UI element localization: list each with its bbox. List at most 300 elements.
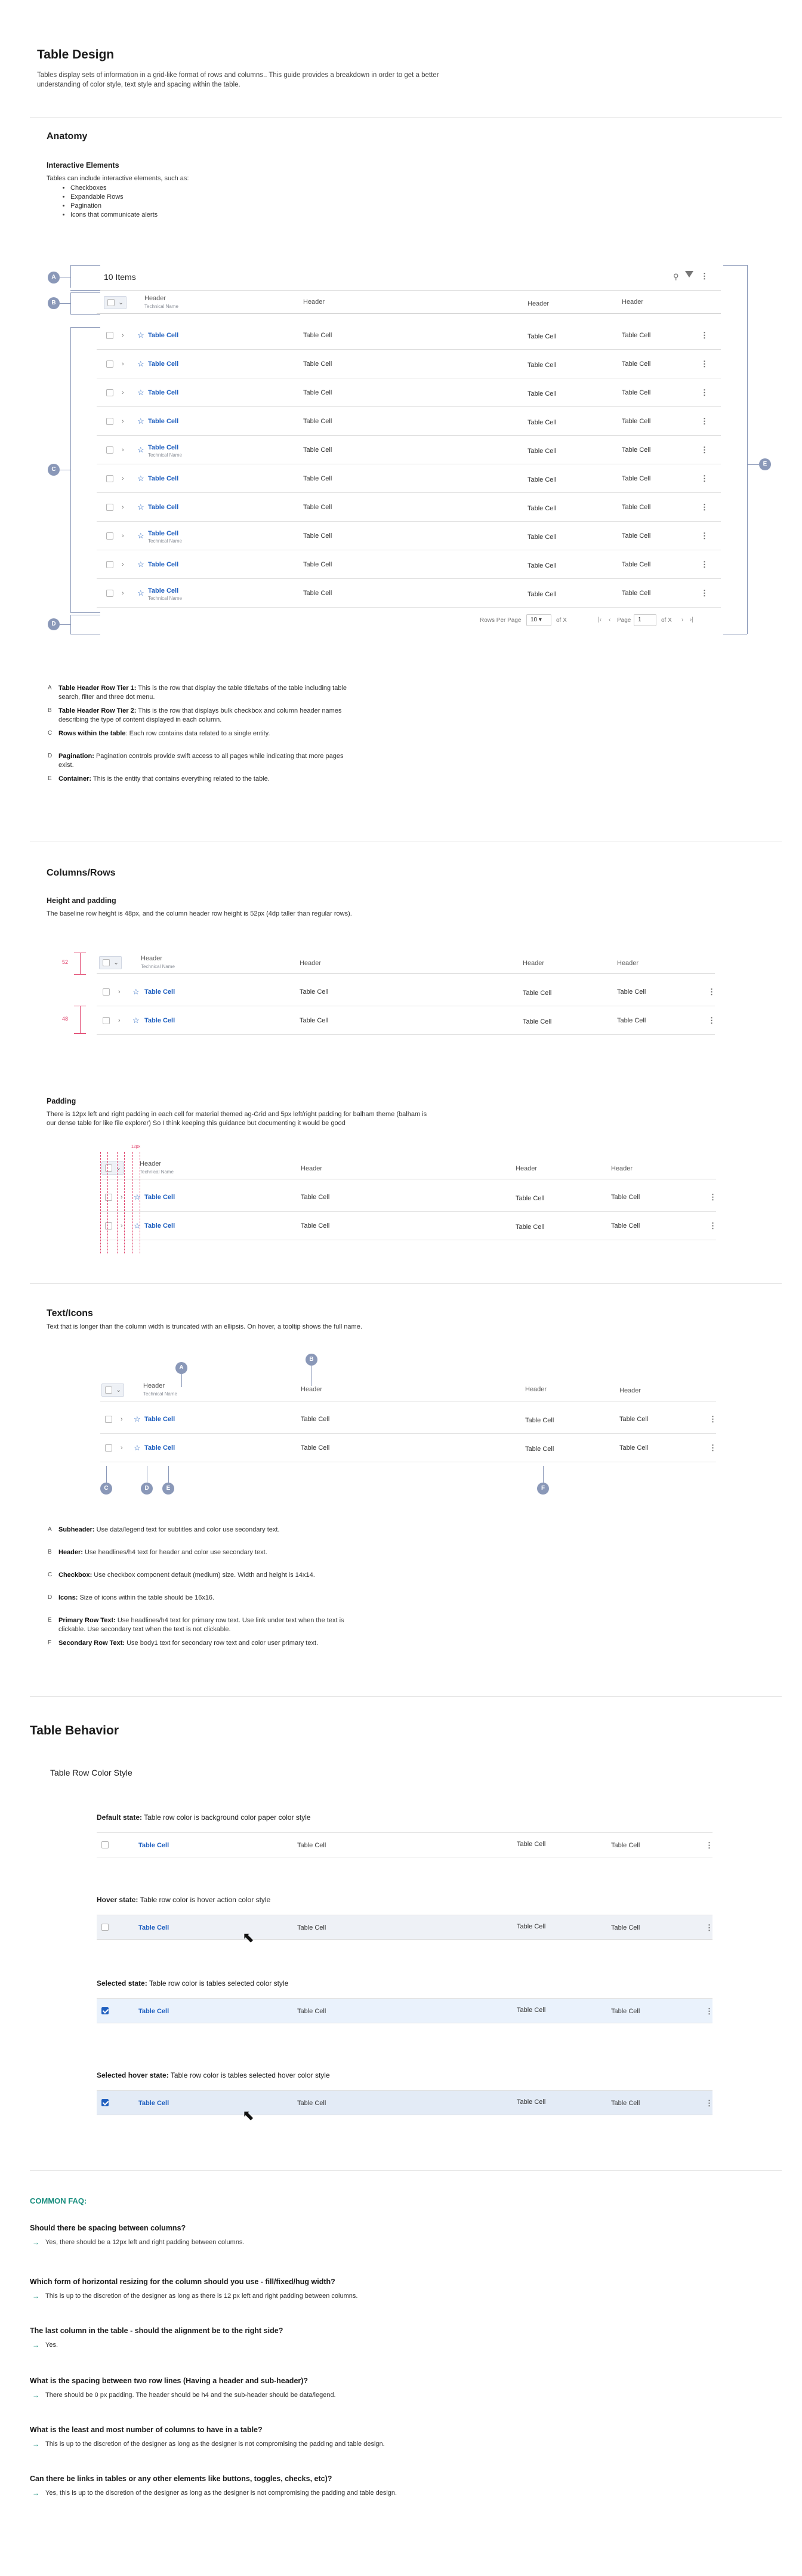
row-checkbox[interactable] [105,1416,112,1423]
primary-cell[interactable]: Table Cell [148,530,179,537]
table-cell: Table Cell [619,1416,649,1423]
star-icon[interactable]: ☆ [137,503,144,511]
page-intro [37,70,574,90]
rows-per-page-label: Rows Per Page [480,617,522,624]
height-example-table [97,953,715,1036]
column-header[interactable]: Header [143,1382,165,1389]
table-cell: Table Cell [528,562,557,569]
column-header[interactable]: Header [516,1165,538,1172]
table-cell: Table Cell [622,561,651,568]
legend-item [58,1571,417,1580]
more-icon[interactable]: ⋮ [701,331,708,340]
row-subtext: Technical Name [148,538,182,544]
arrow-right-icon: → [32,2489,39,2497]
arrow-right-icon: → [32,2238,39,2247]
padding-text [47,1110,584,1128]
table-cell: Table Cell [528,448,557,455]
table-cell: Table Cell [301,1416,330,1423]
primary-cell[interactable]: Table Cell [148,504,179,511]
more-icon[interactable]: ⋮ [701,359,708,368]
star-icon[interactable]: ☆ [132,987,140,996]
star-icon[interactable]: ☆ [137,560,144,569]
legend-term: Table Header Row Tier 1: [58,685,137,692]
primary-cell[interactable]: Table Cell [148,587,179,594]
table-cell: Table Cell [611,1924,640,1931]
marker-line [60,303,70,304]
padding-example-table [100,1158,716,1241]
legend-item [58,1639,417,1648]
primary-cell[interactable]: Table Cell [148,360,179,368]
faq-question: What is the spacing between two row lines (Having a header and sub-header)? [30,2377,309,2385]
column-subheader: Technical Name [144,304,178,309]
arrow-right-icon: → [32,2440,39,2448]
row-checkbox[interactable] [106,332,113,339]
arrow-right-icon: → [32,2391,39,2399]
header-row [97,953,715,974]
bracket-b-top [70,292,100,293]
more-icon[interactable]: ⋮ [701,560,708,569]
row-checkbox[interactable] [103,988,110,996]
padding-guide [100,1152,101,1253]
table-cell: Table Cell [297,1924,326,1931]
table-row[interactable] [97,321,721,350]
table-row[interactable] [97,378,721,407]
legend-desc-cont: describing the type of content displayed in each column. [58,716,222,723]
legend-term: Subheader: [58,1526,95,1533]
pagination [97,610,721,631]
legend-term: Primary Row Text: [58,1617,116,1624]
cursor-icon: ⬉ [242,1930,255,1946]
legend-item [58,729,417,738]
primary-cell[interactable]: Table Cell [148,444,179,451]
text-icons-heading: Text/Icons [47,1308,93,1318]
table-cell: Table Cell [303,418,332,425]
legend-desc: This is the entity that contains everything related to the table. [91,775,270,782]
table-cell: Table Cell [523,990,552,997]
bracket-b [70,292,71,314]
table-cell: Table Cell [619,1444,649,1452]
more-icon[interactable]: ⋮ [701,531,708,540]
more-icon[interactable]: ⋮ [705,1923,713,1932]
chevron-right-icon[interactable]: › [122,446,124,454]
primary-cell[interactable]: Table Cell [144,1416,175,1423]
table-cell: Table Cell [611,1842,640,1849]
column-header[interactable]: Header [144,295,166,302]
more-icon[interactable]: ⋮ [705,2007,713,2016]
table-row[interactable] [100,1405,716,1434]
next-page-icon[interactable]: › [681,617,684,623]
page-title: Table Design [37,48,115,61]
table-cell: Table Cell [617,988,646,996]
column-subheader: Technical Name [140,1169,174,1175]
table-cell: Table Cell [297,2008,326,2015]
row-checkbox[interactable] [101,1924,109,1931]
more-icon[interactable]: ⋮ [701,445,708,454]
table-cell: Table Cell [301,1222,330,1230]
table-row[interactable] [97,1006,715,1035]
primary-cell[interactable]: Table Cell [144,1017,175,1024]
legend-letter: B [48,1549,52,1555]
primary-cell[interactable]: Table Cell [138,1842,169,1849]
primary-cell[interactable]: Table Cell [144,1444,175,1452]
star-icon[interactable]: ☆ [137,417,144,426]
chevron-right-icon[interactable]: › [122,360,124,368]
height-heading: Height and padding [47,896,116,905]
search-icon[interactable]: ⚲ [673,272,679,281]
legend-term: Pagination: [58,753,94,760]
table-cell: Table Cell [297,2100,326,2107]
table-row[interactable] [97,1832,712,1857]
chevron-down-icon[interactable]: ⌄ [113,959,119,966]
table-cell: Table Cell [517,1923,546,1930]
bracket-e-top [723,265,747,266]
table-cell: Table Cell [528,390,557,398]
legend-item [58,1548,417,1557]
table-cell: Table Cell [622,446,651,454]
primary-cell[interactable]: Table Cell [144,988,175,996]
header-row [97,291,721,314]
rows-of-x: of X [556,617,567,624]
table-cell: Table Cell [301,1194,330,1201]
table-row[interactable] [100,1183,716,1212]
row-checkbox[interactable] [101,2007,109,2014]
rows-per-page-select[interactable]: 10 ▾ [526,614,551,626]
table-cell: Table Cell [528,505,557,512]
star-icon[interactable]: ☆ [137,474,144,483]
more-icon[interactable]: ⋮ [701,503,708,511]
chevron-right-icon[interactable]: › [122,590,124,597]
primary-cell[interactable]: Table Cell [138,2100,169,2107]
primary-cell[interactable]: Table Cell [138,2008,169,2015]
table-cell: Table Cell [622,389,651,396]
bracket-a-bottom [70,290,100,291]
marker-b: B [48,297,60,309]
marker-a: A [48,272,60,284]
table-cell: Table Cell [622,418,651,425]
row-checkbox[interactable] [106,418,113,425]
chevron-down-icon[interactable]: ⌄ [116,1386,122,1394]
chevron-right-icon[interactable]: › [121,1444,123,1452]
column-subheader: Technical Name [141,964,175,969]
legend-term: Secondary Row Text: [58,1640,125,1647]
row-checkbox[interactable] [106,389,113,396]
column-header[interactable]: Header [622,298,644,306]
state-desc: Table row color is background color paper color style [142,1813,311,1822]
row-checkbox[interactable] [106,360,113,368]
table-cell: Table Cell [303,561,332,568]
legend-desc: Use checkbox component default (medium) size. Width and height is 14x14. [92,1572,315,1579]
table-cell: Table Cell [517,2099,546,2106]
arrow-right-icon: → [32,2292,39,2300]
anatomy-heading: Anatomy [47,131,88,141]
table-row[interactable] [97,1915,713,1946]
legend-term: Checkbox: [58,1572,92,1579]
chevron-right-icon[interactable]: › [122,561,124,568]
list-item: • Checkboxes [70,184,158,193]
table-cell: Table Cell [517,1841,546,1848]
marker-f: F [537,1483,549,1495]
table-cell: Table Cell [303,590,332,597]
table-cell: Table Cell [297,1842,326,1849]
state-example [97,1998,712,2023]
star-icon[interactable]: ☆ [137,445,144,454]
interactive-intro: Tables can include interactive elements, such as: [47,175,189,182]
state-example [97,1915,713,1946]
column-header[interactable]: Header [617,960,639,967]
table-cell: Table Cell [525,1417,554,1424]
more-icon[interactable]: ⋮ [709,1443,717,1452]
faq-answer: Yes, there should be a 12px left and right padding between columns. [45,2239,245,2246]
table-row[interactable] [97,2090,713,2124]
table-row[interactable] [97,350,721,378]
bracket-c-top [70,327,100,328]
legend-desc: Use headlines/h4 text for header and color use secondary text. [82,1549,267,1556]
padding-guide [132,1152,133,1253]
table-cell: Table Cell [303,475,332,482]
star-icon[interactable]: ☆ [134,1193,141,1201]
row-checkbox[interactable] [106,504,113,511]
legend-item [58,684,417,702]
first-page-icon[interactable]: |‹ [598,617,602,623]
state-label [97,1813,311,1822]
star-icon[interactable]: ☆ [137,588,144,597]
chevron-right-icon[interactable]: › [118,1017,121,1024]
page-of-x: of X [661,617,672,624]
chevron-down-icon[interactable]: ⌄ [118,299,124,306]
star-icon[interactable]: ☆ [134,1221,141,1230]
table-cell: Table Cell [525,1446,554,1453]
row-checkbox[interactable] [106,475,113,482]
row-checkbox[interactable] [106,446,113,454]
dim-label: 48 [62,1016,69,1022]
column-header[interactable]: Header [141,955,163,962]
legend-item [58,1526,417,1534]
table-row[interactable] [97,407,721,436]
row-checkbox[interactable] [105,1194,112,1201]
star-icon[interactable]: ☆ [132,1016,140,1025]
row-checkbox[interactable] [101,1841,109,1848]
legend-desc-cont: exist. [58,762,74,769]
dim-line [80,1006,81,1033]
padding-dim-label: 12px [131,1145,141,1149]
table-row[interactable] [97,978,715,1006]
bulk-checkbox[interactable] [107,299,115,306]
marker-c: C [48,464,60,476]
more-icon[interactable]: ⋮ [701,272,708,281]
table-cell: Table Cell [303,446,332,454]
page-label: Page [617,617,631,624]
last-page-icon[interactable]: ›| [690,617,693,623]
list-item: • Expandable Rows [70,193,158,202]
row-checkbox[interactable] [106,532,113,540]
primary-cell[interactable]: Table Cell [148,561,179,568]
chevron-right-icon[interactable]: › [122,389,124,396]
table-row[interactable] [100,1212,716,1240]
primary-cell[interactable]: Table Cell [148,332,179,339]
primary-cell[interactable]: Table Cell [144,1222,175,1230]
legend-letter: A [48,685,52,691]
more-icon[interactable]: ⋮ [705,2099,713,2107]
faq-question: The last column in the table - should the alignment be to the right side? [30,2327,283,2335]
chevron-right-icon[interactable]: › [118,988,121,996]
table-cell: Table Cell [516,1195,545,1202]
state-label [97,2071,330,2080]
star-icon[interactable]: ☆ [137,331,144,340]
state-desc: Table row color is tables selected hover color style [168,2071,330,2079]
row-subtext: Technical Name [148,596,182,601]
marker-line [106,1466,107,1483]
state-desc: Table row color is hover action color style [138,1896,271,1904]
table-row[interactable] [97,464,721,493]
column-header[interactable]: Header [619,1387,641,1394]
bulk-checkbox[interactable] [105,1164,112,1172]
primary-cell[interactable]: Table Cell [148,418,179,425]
legend-term: Container: [58,775,91,782]
legend-desc: Pagination controls provide swift access to all pages while indicating that more pages [94,753,344,760]
column-header[interactable]: Header [140,1160,162,1167]
star-icon[interactable]: ☆ [137,531,144,540]
marker-b: B [306,1354,317,1366]
row-checkbox[interactable] [105,1444,112,1452]
legend-item [58,775,417,784]
table-row[interactable] [97,579,721,608]
column-header[interactable]: Header [525,1386,547,1393]
primary-cell[interactable]: Table Cell [148,475,179,482]
table-cell: Table Cell [523,1018,552,1025]
divider [97,290,721,291]
cursor-icon: ⬉ [242,2107,255,2124]
legend-desc: : Each row contains data related to a single entity. [125,730,270,737]
more-icon[interactable]: ⋮ [708,1016,715,1025]
chevron-right-icon[interactable]: › [122,475,124,482]
table-row[interactable] [97,550,721,579]
state-example [97,1832,712,1857]
legend-item [58,1594,417,1603]
row-checkbox[interactable] [105,1222,112,1230]
table-cell: Table Cell [528,362,557,369]
more-icon[interactable]: ⋮ [701,417,708,426]
column-header[interactable]: Header [528,300,550,307]
faq-question: Which form of horizontal resizing for the column should you use - fill/fixed/hug width? [30,2278,335,2286]
state-label [97,1979,288,1988]
table-row[interactable] [97,493,721,522]
chevron-right-icon[interactable]: › [121,1222,123,1230]
column-header[interactable]: Header [301,1165,323,1172]
primary-cell[interactable]: Table Cell [144,1194,175,1201]
color-style-heading: Table Row Color Style [50,1768,132,1777]
text-icons-table [100,1380,716,1463]
chevron-right-icon[interactable]: › [122,504,124,511]
legend-letter: E [48,1617,52,1623]
star-icon[interactable]: ☆ [137,359,144,368]
divider [30,2170,782,2171]
more-icon[interactable]: ⋮ [708,987,715,996]
table-cell: Table Cell [528,419,557,426]
row-checkbox[interactable] [103,1017,110,1024]
more-icon[interactable]: ⋮ [701,474,708,483]
marker-d: D [141,1483,153,1495]
row-checkbox[interactable] [106,561,113,568]
chevron-right-icon[interactable]: › [122,332,124,339]
table-cell: Table Cell [622,504,651,511]
table-cell: Table Cell [528,476,557,483]
column-header[interactable]: Header [300,960,322,967]
list-item: • Icons that communicate alerts [70,211,158,220]
star-icon[interactable]: ☆ [134,1443,141,1452]
bracket-a [70,265,71,288]
table-cell: Table Cell [303,332,332,339]
faq-question: Can there be links in tables or any other elements like buttons, toggles, checks, etc)? [30,2475,332,2483]
table-cell: Table Cell [528,591,557,598]
more-icon[interactable]: ⋮ [705,1841,713,1850]
table-cell: Table Cell [517,2007,546,2014]
chevron-right-icon[interactable]: › [121,1416,123,1423]
more-icon[interactable]: ⋮ [701,388,708,397]
chevron-right-icon[interactable]: › [122,418,124,425]
legend-desc: Use headlines/h4 text for primary row text. Use link under text when the text is [115,1617,344,1624]
table-cell: Table Cell [303,532,332,540]
bulk-checkbox[interactable] [105,1386,112,1394]
table-row[interactable] [97,522,721,550]
table-cell: Table Cell [303,360,332,368]
legend-letter: B [48,707,52,714]
column-header[interactable]: Header [523,960,545,967]
behavior-heading: Table Behavior [30,1724,119,1737]
legend-term: Rows within the table [58,730,126,737]
divider [30,117,782,118]
marker-c: C [100,1483,112,1495]
column-header[interactable]: Header [611,1165,633,1172]
legend-letter: D [48,1594,53,1601]
table-row[interactable] [100,1434,716,1462]
table-row[interactable] [97,1998,712,2023]
dim-line [74,1033,86,1034]
table-row[interactable] [97,436,721,464]
primary-cell[interactable]: Table Cell [138,1924,169,1931]
page-input[interactable]: 1 [634,614,656,626]
bulk-checkbox[interactable] [103,959,110,966]
faq-question: What is the least and most number of columns to have in a table? [30,2426,263,2434]
legend-letter: C [48,1572,53,1578]
chevron-down-icon[interactable]: ⌄ [116,1164,122,1172]
table-cell: Table Cell [622,532,651,540]
row-checkbox[interactable] [101,2099,109,2106]
chevron-right-icon[interactable]: › [121,1194,123,1201]
legend-letter: F [48,1640,52,1646]
column-header[interactable]: Header [303,298,325,306]
filter-icon[interactable] [685,271,693,278]
chevron-right-icon[interactable]: › [122,532,124,540]
table-cell: Table Cell [611,2008,640,2015]
more-icon[interactable]: ⋮ [709,1221,717,1230]
faq-heading: COMMON FAQ: [30,2196,87,2205]
more-icon[interactable]: ⋮ [709,1193,717,1201]
primary-cell[interactable]: Table Cell [148,389,179,396]
more-icon[interactable]: ⋮ [709,1415,717,1423]
more-icon[interactable]: ⋮ [701,588,708,597]
star-icon[interactable]: ☆ [134,1415,141,1423]
column-header[interactable]: Header [301,1386,323,1393]
prev-page-icon[interactable]: ‹ [609,617,611,623]
row-checkbox[interactable] [106,590,113,597]
table-cell: Table Cell [303,504,332,511]
star-icon[interactable]: ☆ [137,388,144,397]
legend-item [58,1616,417,1634]
faq-answer: This is up to the discretion of the designer as long as the designer is not compromising the padding and table design. [45,2441,385,2448]
anatomy-table [97,264,721,634]
bracket-d [70,615,71,634]
table-cell: Table Cell [622,475,651,482]
